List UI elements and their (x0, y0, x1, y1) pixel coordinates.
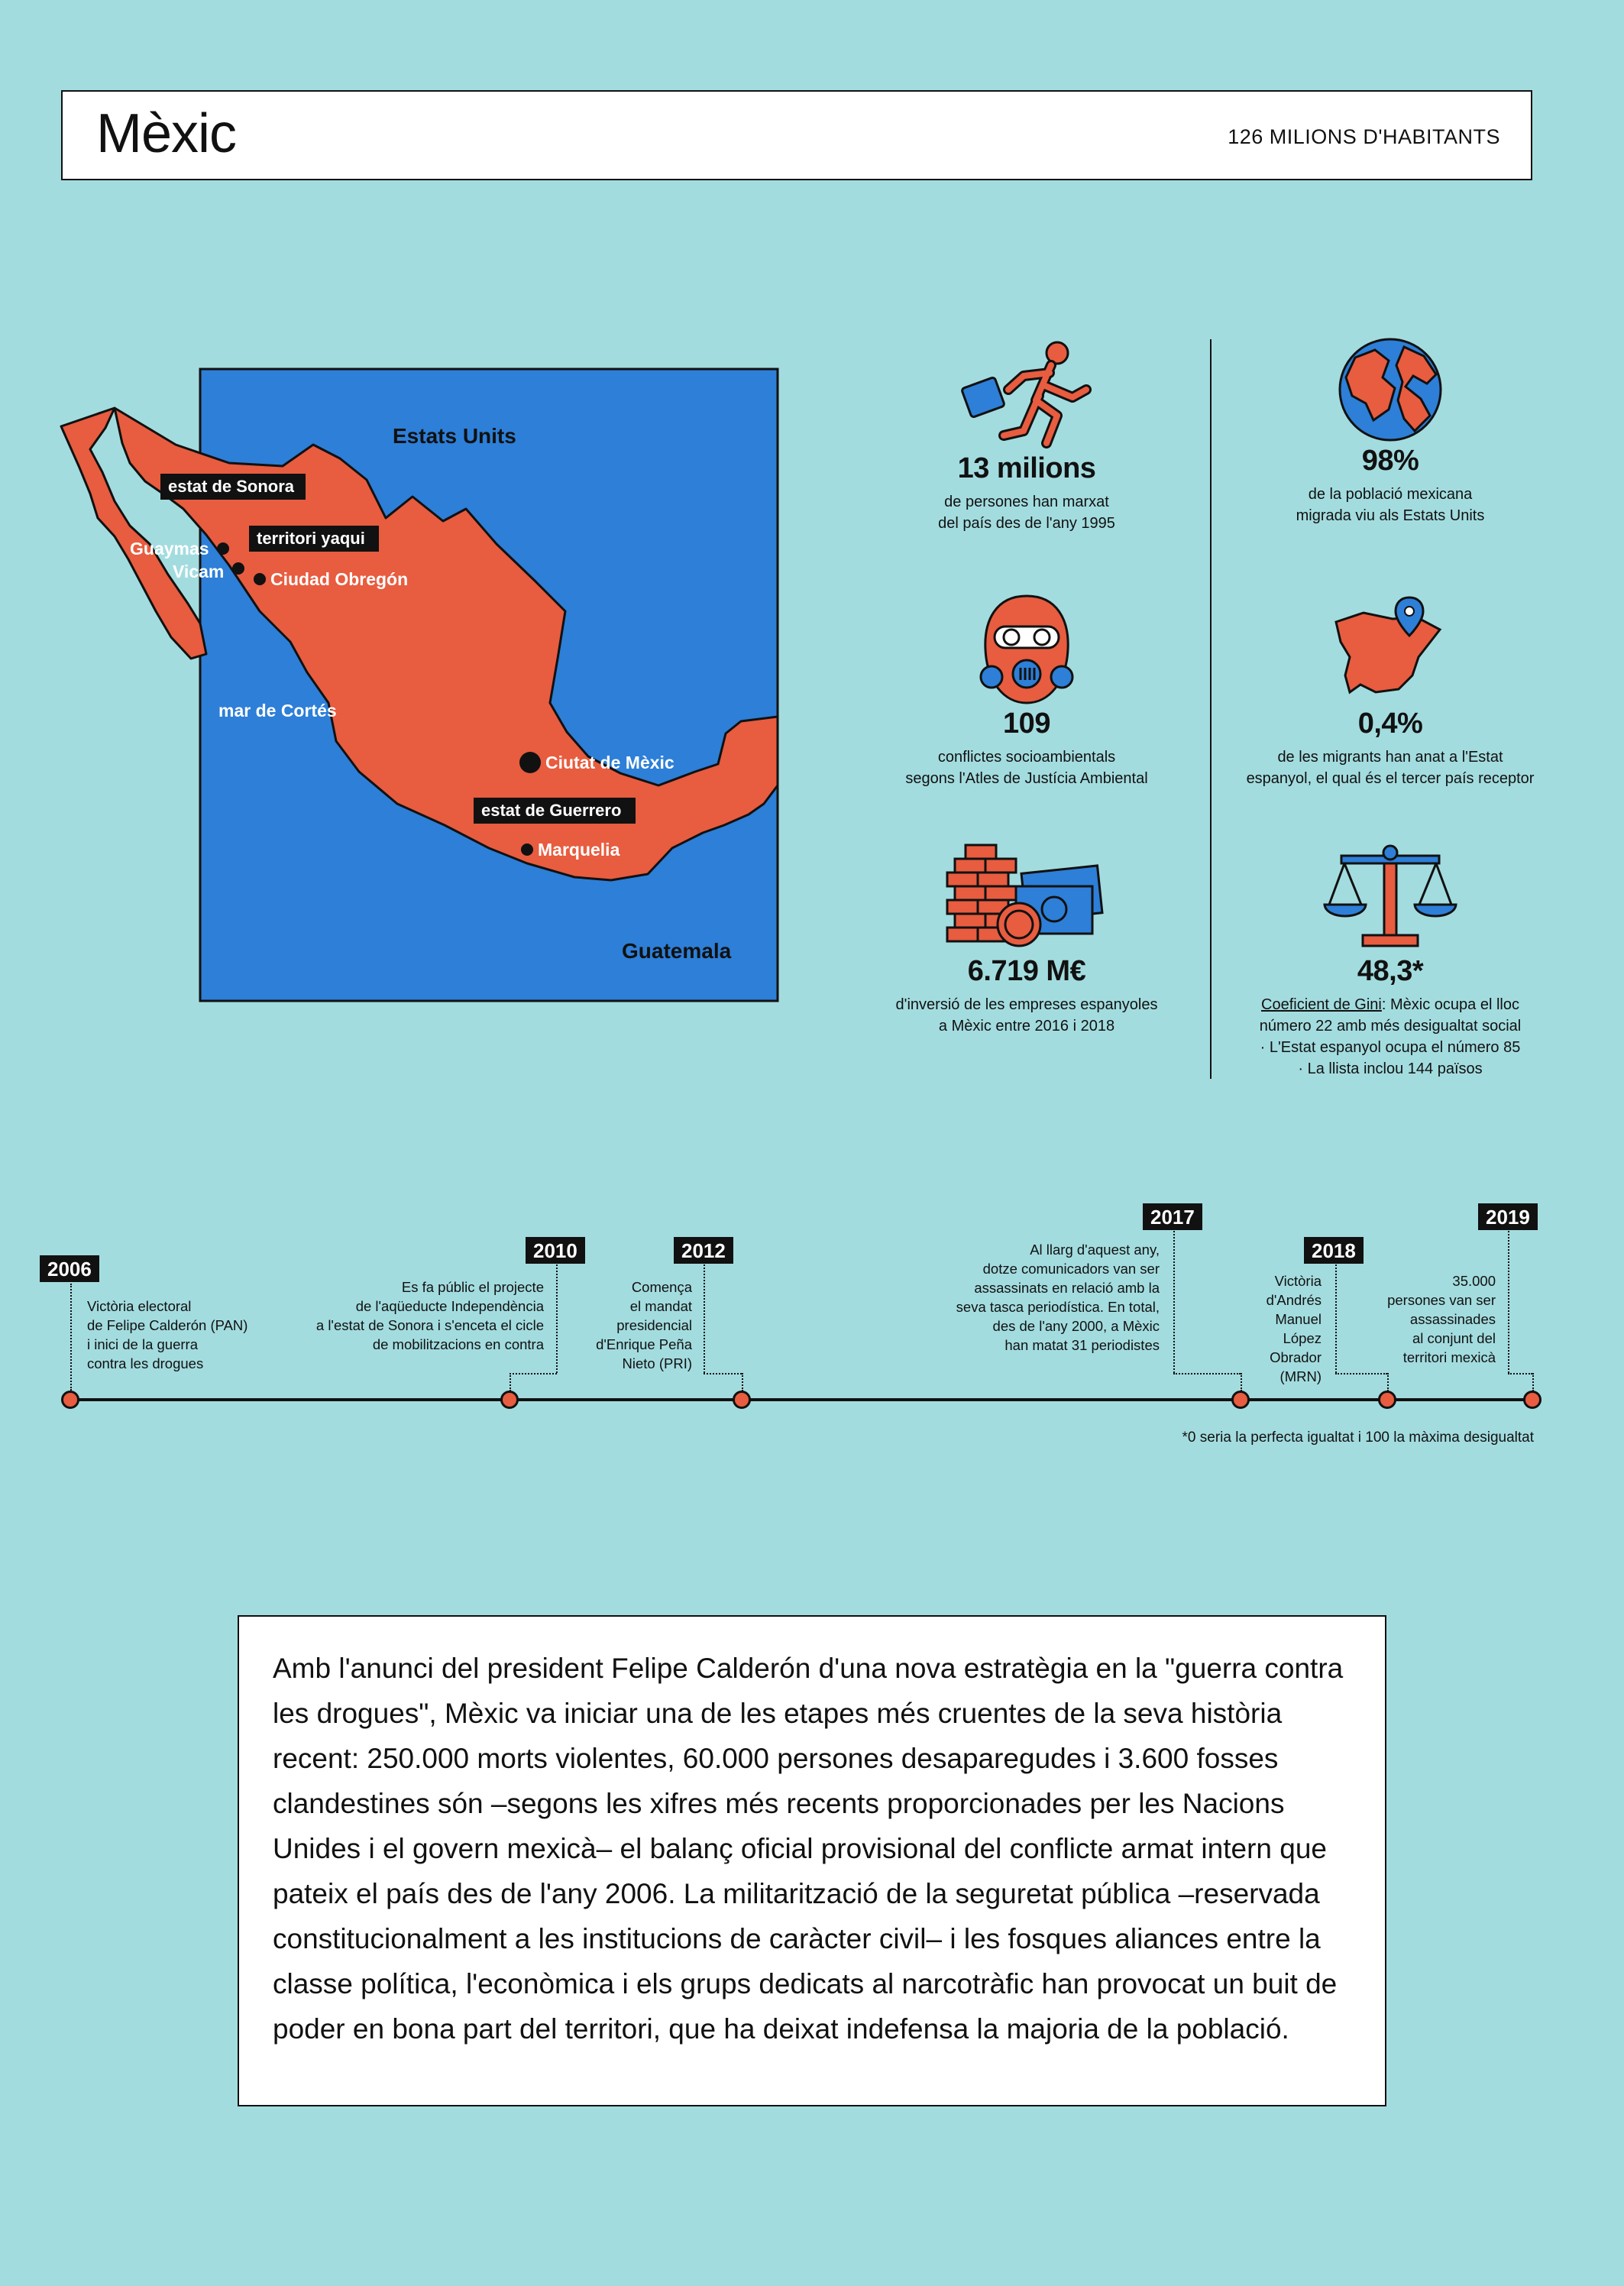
timeline-dot-2012 (733, 1391, 751, 1409)
stat-gini-desc (1230, 994, 1551, 1080)
stat-gini (1230, 840, 1551, 1080)
stat-spain-desc-line: espanyol, el qual és el tercer país receptor (1246, 770, 1535, 787)
timeline-line-text: territori mexicà (1402, 1349, 1496, 1365)
timeline-connector (1508, 1373, 1532, 1375)
timeline-line-text: 35.000 (1452, 1273, 1496, 1289)
tag-estat-de-sonora: estat de Sonora (168, 477, 295, 496)
timeline-connector (556, 1264, 558, 1373)
point-ciudad-obregon (254, 573, 266, 585)
body-text-box (238, 1615, 1386, 2106)
timeline-text-2019 (1387, 1271, 1496, 1367)
tag-territori-yaqui: territori yaqui (257, 529, 365, 548)
timeline-connector (1173, 1373, 1241, 1375)
gini-coefficient-link[interactable]: Coeficient de Gini (1261, 996, 1382, 1013)
timeline-connector (1335, 1264, 1337, 1373)
label-marquelia: Marquelia (538, 840, 620, 860)
gini-footnote: *0 seria la perfecta igualtat i 100 la màxima desigualtat (1182, 1430, 1534, 1446)
timeline-axis (70, 1398, 1537, 1401)
timeline-connector (70, 1284, 72, 1391)
body-paragraph: Amb l'anunci del president Felipe Calderón d'una nova estratègia en la "guerra contra les drogues", Mèxic va iniciar una de les etapes més cruentes de la seva història recent: 250.000 morts violentes, 60.000 persones desaparegudes i 3.600 fosses clandestines són –segons les xifres més recents proporcionades per les Nacions Unides i el govern mexicà– el balanç oficial provisional del conflicte armat intern que pateix el país des de l'any 2006. La militarització de la seguretat pública –reservada constitucionalment a les institucions de caràcter civil– i les fosques aliances entre la classe política, l'econòmica i els grups dedicats al narcotràfic han provocat un buit de poder en bona part del territori, que ha deixat indefensa la majoria de la població. (273, 1653, 1344, 2045)
timeline-line-text: Nieto (PRI) (622, 1355, 692, 1371)
label-mar-de-cortes: mar de Cortés (218, 701, 337, 720)
timeline-line-text: Obrador (1270, 1349, 1322, 1365)
point-guaymas (217, 542, 229, 555)
timeline-line-text: de mobilitzacions en contra (372, 1336, 544, 1352)
timeline-line-text: Victòria electoral (87, 1298, 192, 1314)
label-estats-units: Estats Units (393, 424, 516, 448)
timeline-line-text: a l'estat de Sonora i s'enceta el cicle (315, 1317, 544, 1333)
stat-conflicts-desc (866, 746, 1187, 789)
timeline-dot-2010 (500, 1391, 519, 1409)
stat-gini-desc-line: · La llista inclou 144 països (1298, 1060, 1483, 1077)
label-ciudad-obregon: Ciudad Obregón (270, 569, 409, 589)
stat-gini-desc-line: número 22 amb més desigualtat social (1259, 1018, 1522, 1035)
timeline-connector (510, 1373, 557, 1375)
timeline-line-text: assassinades (1409, 1311, 1496, 1327)
timeline-line-text: dotze comunicadors van ser (982, 1261, 1160, 1277)
timeline-line-text: des de l'any 2000, a Mèxic (992, 1318, 1160, 1334)
timeline-year-2012: 2012 (674, 1237, 733, 1264)
timeline-text-2010 (316, 1277, 544, 1354)
stats-divider (1210, 339, 1212, 1079)
timeline-line-text: assassinats en relació amb la (974, 1280, 1160, 1296)
timeline-line-text: Al llarg d'aquest any, (1030, 1242, 1160, 1258)
globe-icon (1329, 330, 1451, 445)
timeline-connector (1173, 1231, 1175, 1373)
timeline-line-text: persones van ser (1387, 1292, 1496, 1308)
stat-usa-share-desc-line: de la població mexicana (1308, 486, 1473, 503)
page-title: Mèxic (96, 103, 237, 164)
timeline-line-text: d'Enrique Peña (596, 1336, 692, 1352)
stat-gini-value: 48,3* (1357, 955, 1424, 987)
point-ciutat-de-mexic (519, 752, 541, 773)
scales-icon (1322, 840, 1459, 955)
timeline-connector (510, 1373, 511, 1391)
stat-usa-share (1230, 330, 1551, 526)
timeline-line-text: han matat 31 periodistes (1004, 1337, 1160, 1353)
label-ciutat-de-mexic: Ciutat de Mèxic (545, 753, 675, 772)
timeline-text-2017 (956, 1240, 1160, 1355)
population-label: 126 MILIONS D'HABITANTS (1228, 125, 1500, 148)
header-bar (61, 90, 1532, 180)
timeline-connector (1387, 1373, 1389, 1391)
stat-investment-value: 6.719 M€ (967, 955, 1086, 987)
timeline-dot-2018 (1378, 1391, 1396, 1409)
timeline-line-text: d'Andrés (1266, 1292, 1322, 1308)
mexico-map (0, 359, 794, 1016)
stat-gini-desc-text: : Mèxic ocupa el lloc (1381, 996, 1519, 1013)
stat-emigrants-value: 13 milions (957, 452, 1096, 484)
stat-spain-value: 0,4% (1357, 707, 1423, 740)
timeline-connector (1532, 1373, 1534, 1391)
timeline-line-text: al conjunt del (1412, 1330, 1496, 1346)
timeline-line-text: presidencial (616, 1317, 692, 1333)
stat-spain-desc (1230, 746, 1551, 789)
timeline-year-2018: 2018 (1304, 1237, 1364, 1264)
timeline-connector (1241, 1373, 1242, 1391)
label-vicam: Vicam (173, 562, 225, 581)
stat-spain-desc-line: de les migrants han anat a l'Estat (1277, 749, 1503, 766)
timeline-line-text: de l'aqüeducte Independència (355, 1298, 544, 1314)
stat-conflicts-desc-line: conflictes socioambientals (937, 749, 1116, 766)
timeline-connector (742, 1373, 743, 1391)
stat-conflicts (866, 591, 1187, 789)
stat-usa-share-value: 98% (1361, 445, 1419, 477)
timeline-line-text: Victòria (1274, 1273, 1322, 1289)
stat-spain (1230, 591, 1551, 789)
stat-gini-desc-line (1230, 994, 1551, 1015)
timeline-year-2017: 2017 (1143, 1203, 1202, 1230)
timeline-dot-2017 (1231, 1391, 1250, 1409)
timeline-connector (1508, 1231, 1509, 1373)
timeline-line-text: i inici de la guerra (87, 1336, 198, 1352)
timeline-text-2012 (596, 1277, 692, 1373)
label-guaymas: Guaymas (130, 539, 209, 559)
timeline-line-text: el mandat (629, 1298, 692, 1314)
timeline-line-text: Manuel (1275, 1311, 1322, 1327)
timeline-text-2006 (87, 1297, 247, 1373)
point-vicam (232, 562, 244, 575)
stat-emigrants-desc (866, 491, 1187, 534)
stat-investment-desc-line: a Mèxic entre 2016 i 2018 (938, 1018, 1115, 1035)
timeline-dot-2019 (1523, 1391, 1542, 1409)
stat-emigrants (866, 330, 1187, 534)
stat-gini-desc-line: · L'Estat espanyol ocupa el número 85 (1260, 1039, 1521, 1056)
label-guatemala: Guatemala (622, 939, 732, 963)
timeline-connector (704, 1264, 705, 1373)
timeline-line-text: (MRN) (1279, 1368, 1322, 1384)
timeline-dot-2006 (61, 1391, 79, 1409)
money-bricks-icon (943, 840, 1111, 955)
timeline-connector (1335, 1373, 1387, 1375)
stat-investment (866, 840, 1187, 1037)
timeline-line-text: contra les drogues (87, 1355, 204, 1371)
spain-map-pin-icon (1325, 591, 1455, 707)
stat-emigrants-desc-line: del país des de l'any 1995 (938, 515, 1115, 532)
running-person-icon (950, 330, 1103, 452)
stat-conflicts-desc-line: segons l'Atles de Justícia Ambiental (905, 770, 1148, 787)
tag-estat-de-guerrero: estat de Guerrero (481, 801, 622, 820)
stat-emigrants-desc-line: de persones han marxat (944, 494, 1109, 510)
gas-mask-icon (973, 591, 1080, 707)
timeline-year-2006: 2006 (40, 1255, 99, 1282)
timeline-year-2010: 2010 (526, 1237, 585, 1264)
stat-investment-desc (866, 994, 1187, 1037)
timeline-connector (704, 1373, 742, 1375)
stat-investment-desc-line: d'inversió de les empreses espanyoles (895, 996, 1158, 1013)
timeline-line-text: Comença (631, 1279, 692, 1295)
timeline-text-2018 (1267, 1271, 1322, 1386)
timeline-line-text: Es fa públic el projecte (401, 1279, 544, 1295)
stat-usa-share-desc-line: migrada viu als Estats Units (1296, 507, 1485, 524)
timeline-year-2019: 2019 (1478, 1203, 1538, 1230)
stat-usa-share-desc (1230, 484, 1551, 526)
stat-conflicts-value: 109 (1003, 707, 1050, 740)
timeline-line-text: de Felipe Calderón (PAN) (87, 1317, 248, 1333)
timeline-line-text: López (1283, 1330, 1322, 1346)
point-marquelia (521, 843, 533, 856)
timeline-line-text: seva tasca periodística. En total, (956, 1299, 1160, 1315)
